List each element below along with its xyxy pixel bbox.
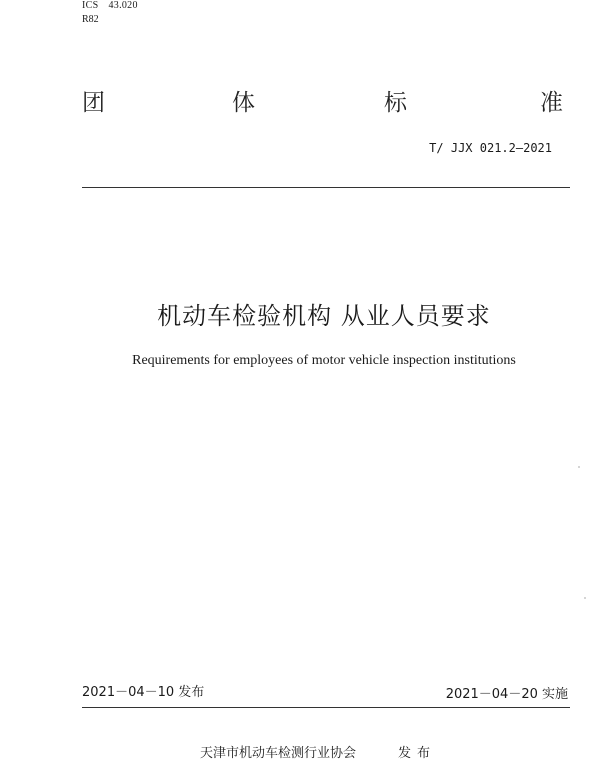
standard-type-char-4: 准 (540, 90, 563, 116)
publish-verb: 发布 (398, 746, 437, 761)
standard-number: T/ JJX 021.2—2021 (429, 141, 552, 155)
implementation-date: 2021－04－20 实施 (445, 687, 568, 702)
ccs-code: R82 (82, 14, 99, 25)
standard-type-char-1: 团 (82, 90, 105, 116)
publisher-name: 天津市机动车检测行业协会 (200, 746, 357, 761)
header-divider (82, 187, 570, 188)
document-title-english: Requirements for employees of motor vehicle inspection institutions (132, 353, 516, 368)
scan-speck (578, 466, 580, 468)
standard-type-char-2: 体 (232, 90, 255, 116)
footer-divider (82, 707, 570, 708)
issue-date: 2021－04－10 发布 (82, 685, 205, 700)
standard-type-char-3: 标 (384, 90, 407, 116)
ics-label: ICS (82, 0, 99, 11)
document-title-chinese: 机动车检验机构 从业人员要求 (157, 302, 491, 330)
scan-speck (584, 597, 586, 599)
ics-classification (82, 0, 138, 12)
ics-code: 43.020 (108, 0, 138, 11)
